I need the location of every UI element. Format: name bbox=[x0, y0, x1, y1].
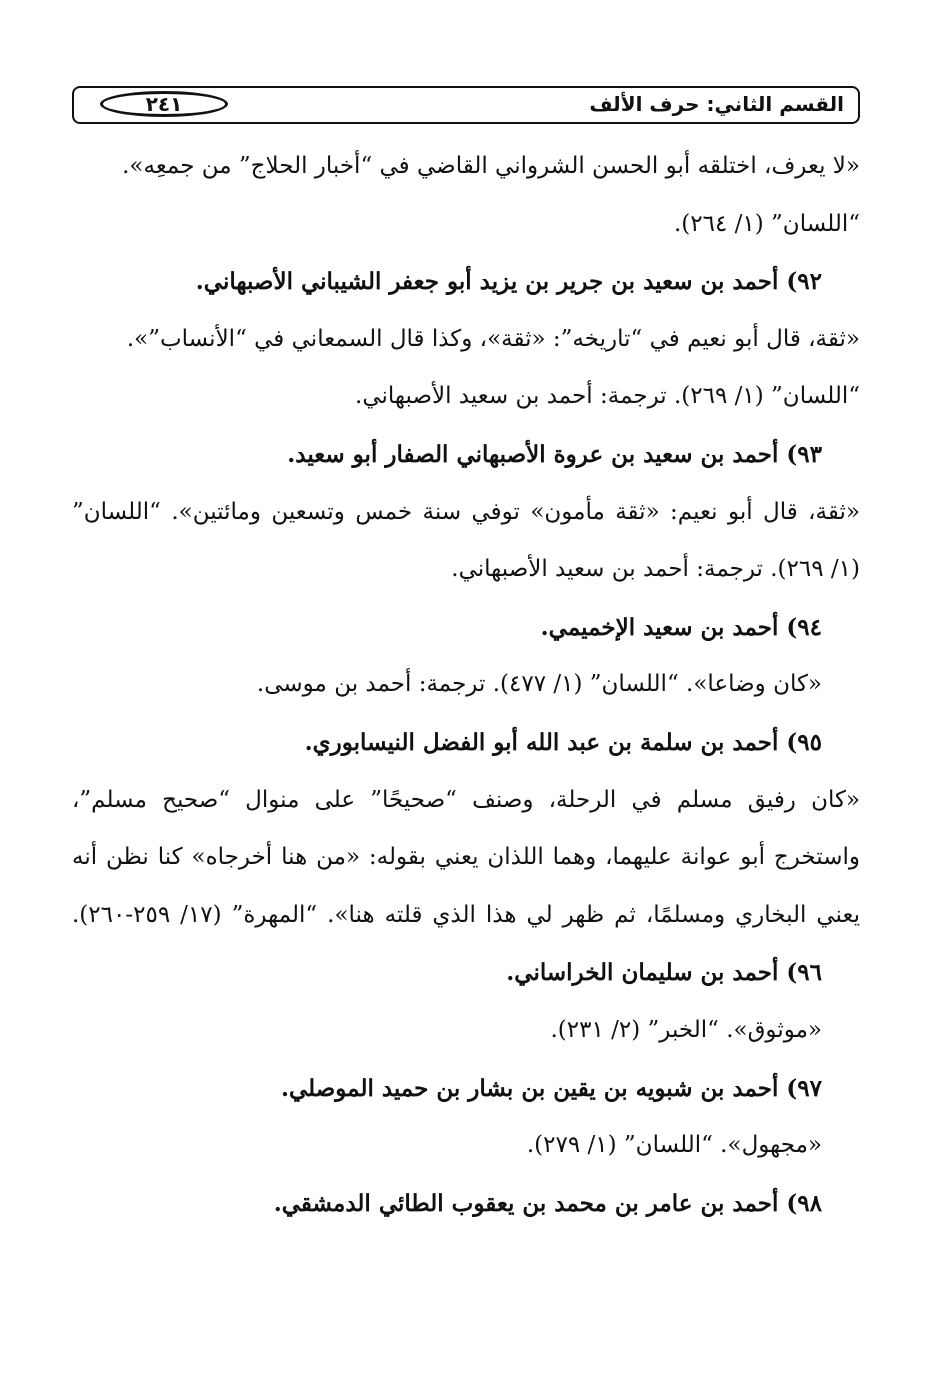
text-line: «مجهول». “اللسان” (١/ ٢٧٩). bbox=[526, 1132, 822, 1159]
entry-heading: ٩٨) أحمد بن عامر بن محمد بن يعقوب الطائي الدمشقي. bbox=[273, 1189, 822, 1217]
text-line: «كان وضاعا». “اللسان” (١/ ٤٧٧). ترجمة: أحمد بن موسى. bbox=[256, 671, 822, 698]
section-title: القسم الثاني: حرف الألف bbox=[589, 92, 844, 116]
text-line: «ثقة، قال أبو نعيم: «ثقة مأمون» توفي سنة خمس وتسعين ومائتين». “اللسان” bbox=[72, 498, 860, 525]
text-line: “اللسان” (١/ ٢٦٤). bbox=[673, 210, 860, 237]
text-line: “اللسان” (١/ ٢٦٩). ترجمة: أحمد بن سعيد الأصبهاني. bbox=[355, 383, 860, 410]
text-line: «ثقة، قال أبو نعيم في “تاريخه”: «ثقة»، وكذا قال السمعاني في “الأنساب”». bbox=[126, 325, 860, 352]
page-number: ٢٤١ bbox=[100, 91, 228, 117]
entry-heading: ٩٧) أحمد بن شبويه بن يقين بن بشار بن حميد الموصلي. bbox=[280, 1074, 822, 1102]
text-line: «لا يعرف، اختلقه أبو الحسن الشرواني القاضي في “أخبار الحلاج” من جمعِه». bbox=[122, 153, 860, 179]
entry-heading: ٩٦) أحمد بن سليمان الخراساني. bbox=[506, 959, 822, 987]
text-line: واستخرج أبو عوانة عليهما، وهما اللذان يعني بقوله: «من هنا أخرجاه» كنا نظن أنه bbox=[72, 844, 860, 871]
entry-heading: ٩٣) أحمد بن سعيد بن عروة الأصبهاني الصفار أبو سعيد. bbox=[287, 440, 822, 468]
text-line: «كان رفيق مسلم في الرحلة، وصنف “صحيحًا” على منوال “صحيح مسلم”، bbox=[72, 786, 860, 813]
entry-heading: ٩٥) أحمد بن سلمة بن عبد الله أبو الفضل النيسابوري. bbox=[304, 728, 822, 756]
entry-heading: ٩٤) أحمد بن سعيد الإخميمي. bbox=[540, 613, 822, 641]
page-header bbox=[72, 86, 860, 124]
entry-heading: ٩٢) أحمد بن سعيد بن جرير بن يزيد أبو جعفر الشيباني الأصبهاني. bbox=[195, 268, 822, 296]
text-line: (١/ ٢٦٩). ترجمة: أحمد بن سعيد الأصبهاني. bbox=[451, 556, 860, 583]
text-line: يعني البخاري ومسلمًا، ثم ظهر لي هذا الذي قلته هنا». “المهرة” (١٧/ ٢٥٩-٢٦٠). bbox=[72, 901, 860, 928]
text-line: «موثوق». “الخبر” (٢/ ٢٣١). bbox=[550, 1016, 822, 1043]
page-body bbox=[72, 138, 860, 1232]
